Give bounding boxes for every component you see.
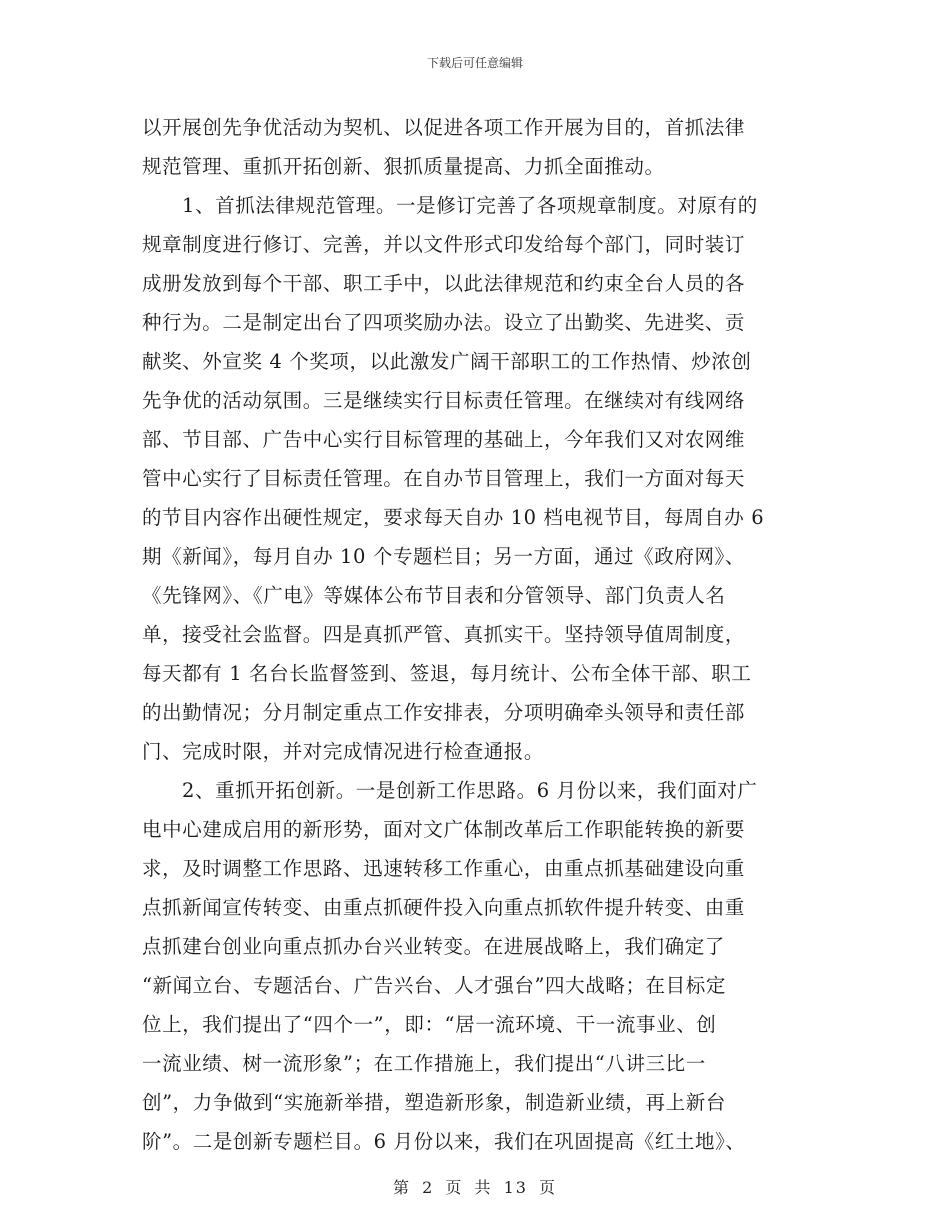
text-line: 每天都有 1 名台长监督签到、签退，每月统计、公布全体干部、职工	[142, 662, 752, 685]
text-line: 1、首抓法律规范管理。一是修订完善了各项规章制度。对原有的	[182, 194, 758, 217]
text-line: 以开展创先争优活动为契机、以促进各项工作开展为目的，首抓法律	[142, 116, 746, 139]
text-line: 《先锋网》、《广电》等媒体公布节目表和分管领导、部门负责人名	[142, 584, 726, 607]
page-label: 第	[392, 1178, 411, 1197]
text-line: 单，接受社会监督。四是真抓严管、真抓实干。坚持领导值周制度，	[142, 623, 746, 646]
text-line: 求，及时调整工作思路、迅速转移工作重心，由重点抓基础建设向重	[142, 857, 746, 880]
total-label: 共	[474, 1178, 493, 1197]
text-line: 点抓新闻宣传转变、由重点抓硬件投入向重点抓软件提升转变、由重	[142, 896, 746, 919]
document-body	[142, 108, 808, 1161]
text-line: 一流业绩、树一流形象”；在工作措施上，我们提出“八讲三比一	[142, 1052, 706, 1075]
text-line: 部、节目部、广告中心实行目标管理的基础上，今年我们又对农网维	[142, 428, 746, 451]
text-line: 阶”。二是创新专题栏目。6 月份以来，我们在巩固提高《红土地》、	[142, 1130, 746, 1153]
text-line: 规章制度进行修订、完善，并以文件形式印发给每个部门，同时装订	[142, 233, 746, 256]
text-line: 门、完成时限，并对完成情况进行检查通报。	[142, 740, 545, 763]
text-line: 的出勤情况；分月制定重点工作安排表，分项明确牵头领导和责任部	[142, 701, 746, 724]
text-line: 的节目内容作出硬性规定，要求每天自办 10 档电视节目，每周自办 6	[142, 506, 765, 529]
total-pages: 13	[503, 1178, 528, 1197]
text-line: 献奖、外宣奖 4 个奖项，以此激发广阔干部职工的工作热情、炒浓创	[142, 350, 752, 373]
text-line: 2、重抓开拓创新。一是创新工作思路。6 月份以来，我们面对广	[182, 779, 758, 802]
text-line: 点抓建台创业向重点抓办台兴业转变。在进展战略上，我们确定了	[142, 935, 725, 958]
text-line: 管中心实行了目标责任管理。在自办节目管理上，我们一方面对每天	[142, 467, 746, 490]
text-line: 电中心建成启用的新形势，面对文广体制改革后工作职能转换的新要	[142, 818, 746, 841]
text-line: 先争优的活动氛围。三是继续实行目标责任管理。在继续对有线网络	[142, 389, 746, 412]
text-line: 创”，力争做到“实施新举措，塑造新形象，制造新业绩，再上新台	[142, 1091, 726, 1114]
page-header: 下载后可任意编辑	[426, 56, 523, 70]
text-line: 规范管理、重抓开拓创新、狠抓质量提高、力抓全面推动。	[142, 155, 665, 178]
total-word: 页	[539, 1178, 558, 1197]
text-line: 种行为。二是制定出台了四项奖励办法。设立了出勤奖、先进奖、贡	[142, 311, 746, 334]
page-number: 2	[422, 1178, 435, 1197]
text-line: “新闻立台、专题活台、广告兴台、人才强台”四大战略；在目标定	[142, 974, 726, 997]
text-line: 位上，我们提出了“四个一”，即：“居一流环境、干一流事业、创	[142, 1013, 717, 1036]
page-word: 页	[445, 1178, 464, 1197]
text-line: 成册发放到每个干部、职工手中，以此法律规范和约束全台人员的各	[142, 272, 746, 295]
text-line: 期《新闻》，每月自办 10 个专题栏目；另一方面，通过《政府网》、	[142, 545, 746, 568]
page-footer	[0, 1175, 950, 1198]
